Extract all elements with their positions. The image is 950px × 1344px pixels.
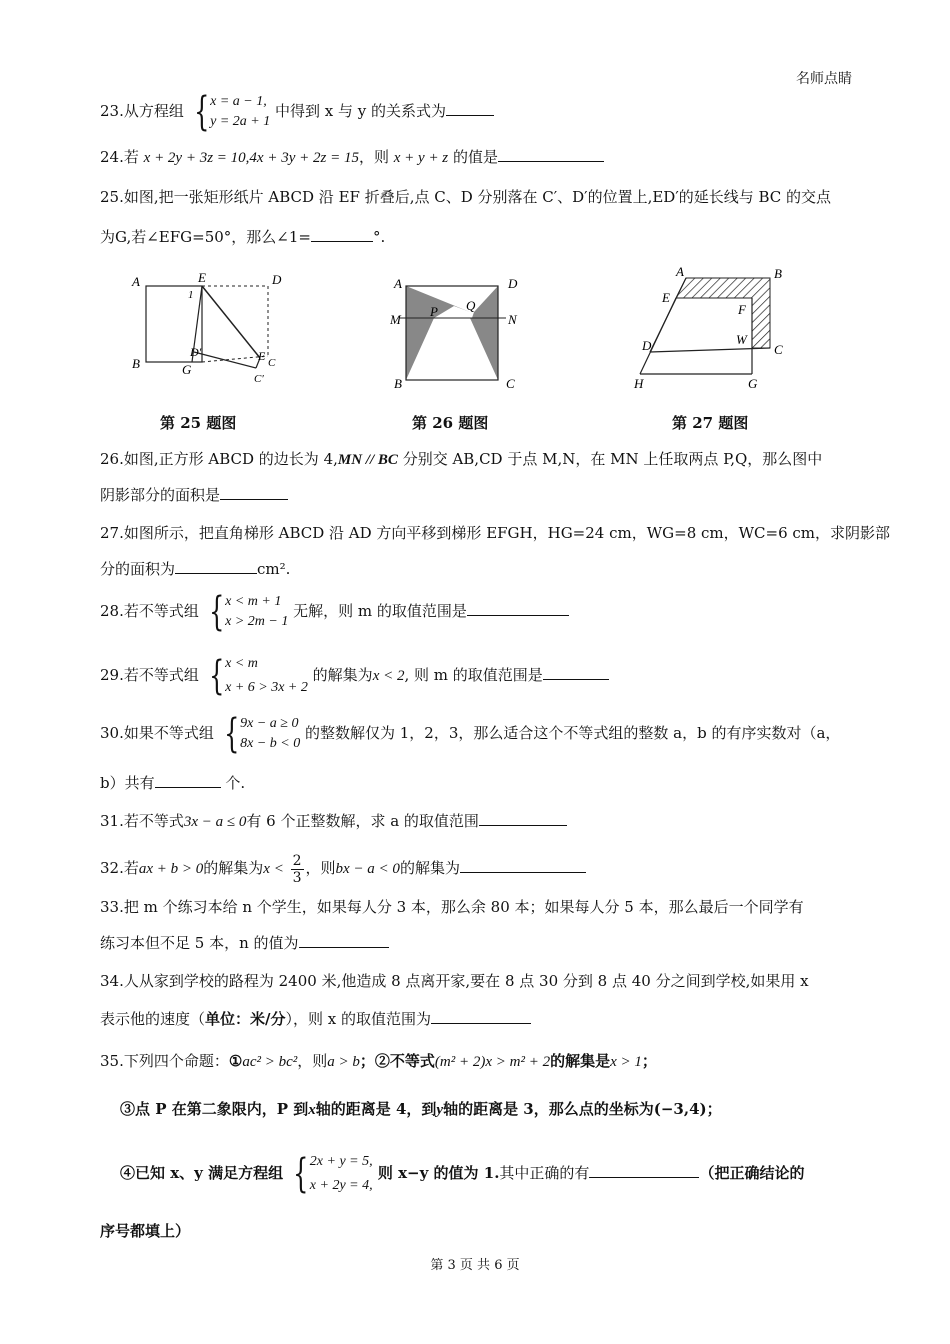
page-footer: 第 3 页 共 6 页 bbox=[430, 1258, 520, 1273]
answer-blank[interactable] bbox=[155, 773, 221, 788]
answer-blank[interactable] bbox=[311, 227, 373, 242]
shade-bottom-right bbox=[470, 318, 498, 380]
label-n: N bbox=[508, 312, 517, 327]
label-h: H bbox=[634, 376, 644, 391]
line-ef bbox=[202, 286, 260, 358]
shade-top-right bbox=[472, 286, 498, 318]
answer-blank[interactable] bbox=[299, 933, 389, 948]
label-q: Q bbox=[466, 298, 476, 313]
inequality-system: { x < m x + 6 > 3x + 2 bbox=[208, 653, 308, 699]
equation-system: { 2x + y = 5, x + 2y = 4, bbox=[293, 1151, 373, 1197]
label-e: E bbox=[662, 290, 670, 305]
label-f: F bbox=[738, 302, 746, 317]
answer-blank[interactable] bbox=[498, 147, 604, 162]
label-e: E bbox=[198, 270, 206, 285]
label-a: A bbox=[132, 274, 140, 289]
question-27-line2: 分的面积为 cm². bbox=[100, 560, 291, 578]
answer-blank[interactable] bbox=[543, 665, 609, 680]
answer-blank[interactable] bbox=[431, 1009, 531, 1024]
question-30-line2: b）共有 个. bbox=[100, 774, 246, 792]
question-33-line2: 练习本但不足 5 本，n 的值为 bbox=[100, 932, 389, 954]
answer-blank[interactable] bbox=[467, 601, 569, 616]
answer-blank[interactable] bbox=[220, 485, 288, 500]
shaded-region bbox=[676, 278, 770, 348]
shade-bottom-left bbox=[406, 318, 434, 380]
question-23: 23.从方程组 { x = a − 1, y = 2a + 1 中得到 x 与 y 的关系式为 bbox=[100, 92, 494, 132]
question-35-line2: ③点 P 在第二象限内，P 到x轴的距离是 4，到y轴的距离是 3，那么点的坐标为(−3,4)； bbox=[120, 1100, 722, 1118]
inequality-system: { x < m + 1 x > 2m − 1 bbox=[208, 589, 289, 635]
label-b: B bbox=[132, 356, 140, 371]
inequality-system: { 9x − a ≥ 0 8x − b < 0 bbox=[223, 711, 301, 757]
question-27-line1: 27.如图所示，把直角梯形 ABCD 沿 AD 方向平移到梯形 EFGH，HG=24 cm，WG=8 cm，WC=6 cm，求阴影部 bbox=[100, 524, 891, 542]
label-f: E bbox=[258, 349, 266, 363]
label-angle-1: 1 bbox=[188, 289, 194, 301]
fraction: $\frac{2}{3}$ bbox=[292, 852, 302, 886]
answer-blank[interactable] bbox=[479, 811, 567, 826]
question-35-line3: ④已知 x、y 满足方程组 { 2x + y = 5, x + 2y = 4, 则 x−y 的值为 1.其中正确的有 （把正确结论的 bbox=[120, 1151, 805, 1197]
label-w: W bbox=[736, 332, 747, 347]
question-30-line1: 30.如果不等式组 { 9x − a ≥ 0 8x − b < 0 的整数解仅为 1，2，3，那么适合这个不等式组的整数 a，b 的有序实数对（a， bbox=[100, 711, 841, 757]
page-header: 名师点睛 bbox=[796, 71, 852, 87]
label-a: A bbox=[676, 264, 684, 279]
question-34-line1: 34.人从家到学校的路程为 2400 米,他造成 8 点离开家,要在 8 点 30 分到 8 点 40 分之间到学校,如果用 x bbox=[100, 972, 809, 990]
question-26-line2: 阴影部分的面积是 bbox=[100, 484, 288, 506]
caption-26: 第 26 题图 bbox=[412, 414, 489, 432]
question-25-line2: 为G,若∠EFG=50°，那么∠1= °. bbox=[100, 228, 386, 246]
caption-27: 第 27 题图 bbox=[672, 414, 749, 432]
question-29: 29.若不等式组 { x < m x + 6 > 3x + 2 的解集为x < 2, 则 m 的取值范围是 bbox=[100, 652, 609, 700]
question-25-line1: 25.如图,把一张矩形纸片 ABCD 沿 EF 折叠后,点 C、D 分别落在 C′、D′的位置上,ED′的延长线与 BC 的交点 bbox=[100, 188, 832, 206]
label-c: C bbox=[268, 357, 276, 369]
question-32: 32.若ax + b > 0的解集为x < $\frac{2}{3}$ ，则bx − a < 0的解集为 bbox=[100, 848, 586, 889]
answer-blank[interactable] bbox=[589, 1163, 699, 1178]
label-c: C bbox=[506, 376, 515, 391]
label-d: D bbox=[508, 276, 518, 291]
equation-system: { x = a − 1, y = 2a + 1 bbox=[193, 89, 271, 135]
label-d-prime: D′ bbox=[190, 345, 202, 359]
question-33-line1: 33.把 m 个练习本给 n 个学生，如果每人分 3 本，那么余 80 本；如果每人分 5 本，那么最后一个同学有 bbox=[100, 898, 804, 916]
label-g: G bbox=[748, 376, 758, 391]
answer-blank[interactable] bbox=[446, 101, 494, 116]
question-31: 31.若不等式3x − a ≤ 0有 6 个正整数解，求 a 的取值范围 bbox=[100, 810, 567, 833]
label-c: C bbox=[774, 342, 783, 357]
label-a: A bbox=[394, 276, 402, 291]
label-d: D bbox=[642, 338, 652, 353]
label-b: B bbox=[774, 266, 782, 281]
answer-blank[interactable] bbox=[175, 559, 257, 574]
question-34-line2: 表示他的速度（单位：米/分），则 x 的取值范围为 bbox=[100, 1008, 531, 1030]
shade-top-left bbox=[406, 286, 470, 318]
question-35-line4: 序号都填上） bbox=[100, 1222, 191, 1240]
line-dc bbox=[194, 352, 256, 368]
label-p: P bbox=[430, 304, 438, 319]
question-35-line1: 35.下列四个命题：①ac² > bc²，则a > b；②不等式(m² + 2)x > m² + 2的解集是x > 1； bbox=[100, 1052, 657, 1070]
question-24: 24.若 x + 2y + 3z = 10,4x + 3y + 2z = 15，则 x + y + z 的值是 bbox=[100, 146, 604, 169]
line-eh bbox=[640, 298, 676, 374]
answer-blank[interactable] bbox=[460, 858, 586, 873]
figure-26 bbox=[390, 272, 530, 394]
label-g: G bbox=[182, 362, 192, 377]
figure-27 bbox=[632, 264, 792, 394]
caption-25: 第 25 题图 bbox=[160, 414, 237, 432]
label-b: B bbox=[394, 376, 402, 391]
label-d: D bbox=[272, 272, 282, 287]
question-26-line1: 26.如图,正方形 ABCD 的边长为 4,MN // BC 分别交 AB,CD 于点 M,N，在 MN 上任取两点 P,Q，那么图中 bbox=[100, 450, 823, 468]
label-m: M bbox=[390, 312, 401, 327]
figure-25 bbox=[128, 268, 288, 390]
question-28: 28.若不等式组 { x < m + 1 x > 2m − 1 无解，则 m 的取值范围是 bbox=[100, 592, 569, 632]
label-c-prime: C′ bbox=[254, 373, 264, 385]
